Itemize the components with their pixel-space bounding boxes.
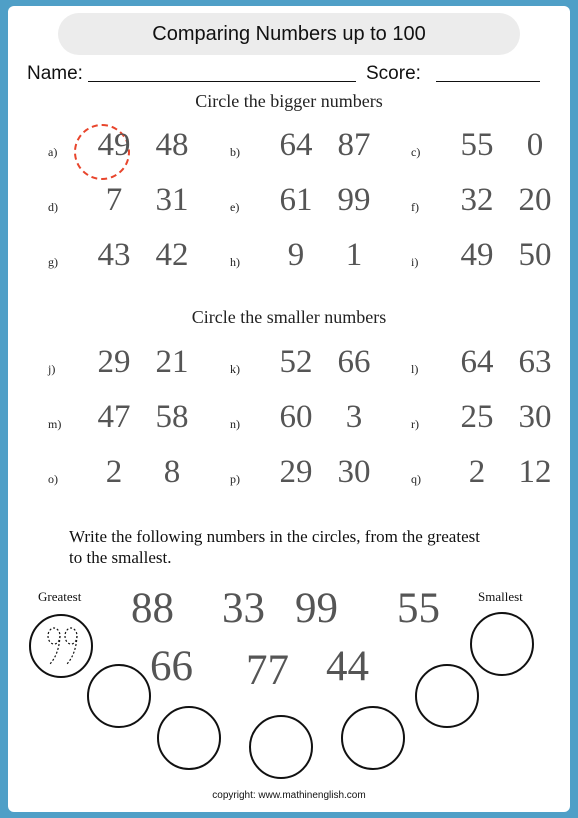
item-label: n) [230,417,240,431]
number-to-order: 44 [326,643,369,690]
number-to-order: 88 [131,585,174,632]
number-option[interactable]: 2 [105,454,123,490]
number-option[interactable]: 60 [279,399,313,435]
number-option[interactable]: 50 [518,237,552,273]
answer-circle-2[interactable] [87,664,151,728]
comparison-item [48,237,208,287]
item-label: j) [48,362,56,376]
comparison-item [411,344,571,394]
item-label: f) [411,200,419,214]
number-option[interactable]: 30 [518,399,552,435]
number-option[interactable]: 87 [337,127,371,163]
number-option[interactable]: 64 [460,344,494,380]
number-option[interactable]: 47 [97,399,131,435]
number-to-order: 33 [222,585,265,632]
worksheet-page [8,6,570,812]
comparison-item [230,237,390,287]
comparison-item [230,454,390,504]
answer-circle-4[interactable] [249,715,313,779]
number-option[interactable]: 49 [460,237,494,273]
item-label: h) [230,255,240,269]
item-label: o) [48,472,58,486]
number-option[interactable]: 64 [279,127,313,163]
number-option[interactable]: 29 [97,344,131,380]
comparison-item [411,237,571,287]
section-heading-bigger: Circle the bigger numbers [195,91,383,111]
comparison-item [230,182,390,232]
item-label: g) [48,255,58,269]
item-label: a) [48,145,58,159]
answer-circle-3[interactable] [157,706,221,770]
number-option[interactable]: 63 [518,344,552,380]
number-to-order: 99 [295,585,338,632]
number-option[interactable]: 61 [279,182,313,218]
item-label: q) [411,472,421,486]
worksheet-title: Comparing Numbers up to 100 [58,13,520,55]
score-label: Score: [366,63,421,84]
name-label: Name: [27,63,83,84]
number-option[interactable]: 12 [518,454,552,490]
score-field-line[interactable] [436,81,540,82]
answer-circle-7[interactable] [470,612,534,676]
comparison-item [230,344,390,394]
comparison-item [48,344,208,394]
number-option[interactable]: 30 [337,454,371,490]
number-option[interactable]: 1 [345,237,363,273]
item-label: m) [48,417,62,431]
item-label: d) [48,200,58,214]
number-option[interactable]: 58 [155,399,189,435]
number-option[interactable]: 52 [279,344,313,380]
number-option[interactable]: 55 [460,127,494,163]
ordering-instruction [69,526,539,568]
instruction-line: Write the following numbers in the circles, from the greatest [69,527,480,546]
number-option[interactable]: 7 [105,182,123,218]
number-option[interactable]: 48 [155,127,189,163]
number-option[interactable]: 0 [526,127,544,163]
answer-circle-1[interactable] [29,614,93,678]
greatest-label: Greatest [38,589,82,604]
comparison-item [48,454,208,504]
number-option[interactable]: 2 [468,454,486,490]
number-option[interactable]: 21 [155,344,189,380]
comparison-item [411,399,571,449]
item-label: k) [230,362,240,376]
instruction-line: to the smallest. [69,548,172,567]
item-label: r) [411,417,419,431]
item-label: c) [411,145,421,159]
number-to-order: 66 [150,643,193,690]
comparison-item [411,127,571,177]
comparison-item [411,182,571,232]
comparison-item [230,127,390,177]
name-field-line[interactable] [88,81,356,82]
answer-circle-5[interactable] [341,706,405,770]
number-option[interactable]: 66 [337,344,371,380]
copyright-footer: copyright: www.mathinenglish.com [212,790,366,801]
item-label: p) [230,472,240,486]
item-label: i) [411,255,419,269]
number-option[interactable]: 31 [155,182,189,218]
comparison-item [48,182,208,232]
number-option[interactable]: 42 [155,237,189,273]
number-option[interactable]: 9 [287,237,305,273]
item-label: l) [411,362,419,376]
number-option[interactable]: 32 [460,182,494,218]
number-option[interactable]: 3 [345,399,363,435]
number-to-order: 77 [246,647,289,694]
number-option[interactable]: 20 [518,182,552,218]
number-option[interactable]: 99 [337,182,371,218]
item-label: b) [230,145,240,159]
comparison-item [230,399,390,449]
number-option[interactable]: 8 [163,454,181,490]
number-option[interactable]: 29 [279,454,313,490]
comparison-item [411,454,571,504]
smallest-label: Smallest [478,589,523,604]
number-option[interactable]: 43 [97,237,131,273]
number-option[interactable]: 25 [460,399,494,435]
number-option[interactable]: 49 [97,127,131,163]
item-label: e) [230,200,240,214]
example-99-tracing-icon [45,622,81,670]
section-heading-smaller: Circle the smaller numbers [191,307,387,327]
answer-circle-6[interactable] [415,664,479,728]
comparison-item [48,127,208,177]
comparison-item [48,399,208,449]
number-to-order: 55 [397,585,440,632]
